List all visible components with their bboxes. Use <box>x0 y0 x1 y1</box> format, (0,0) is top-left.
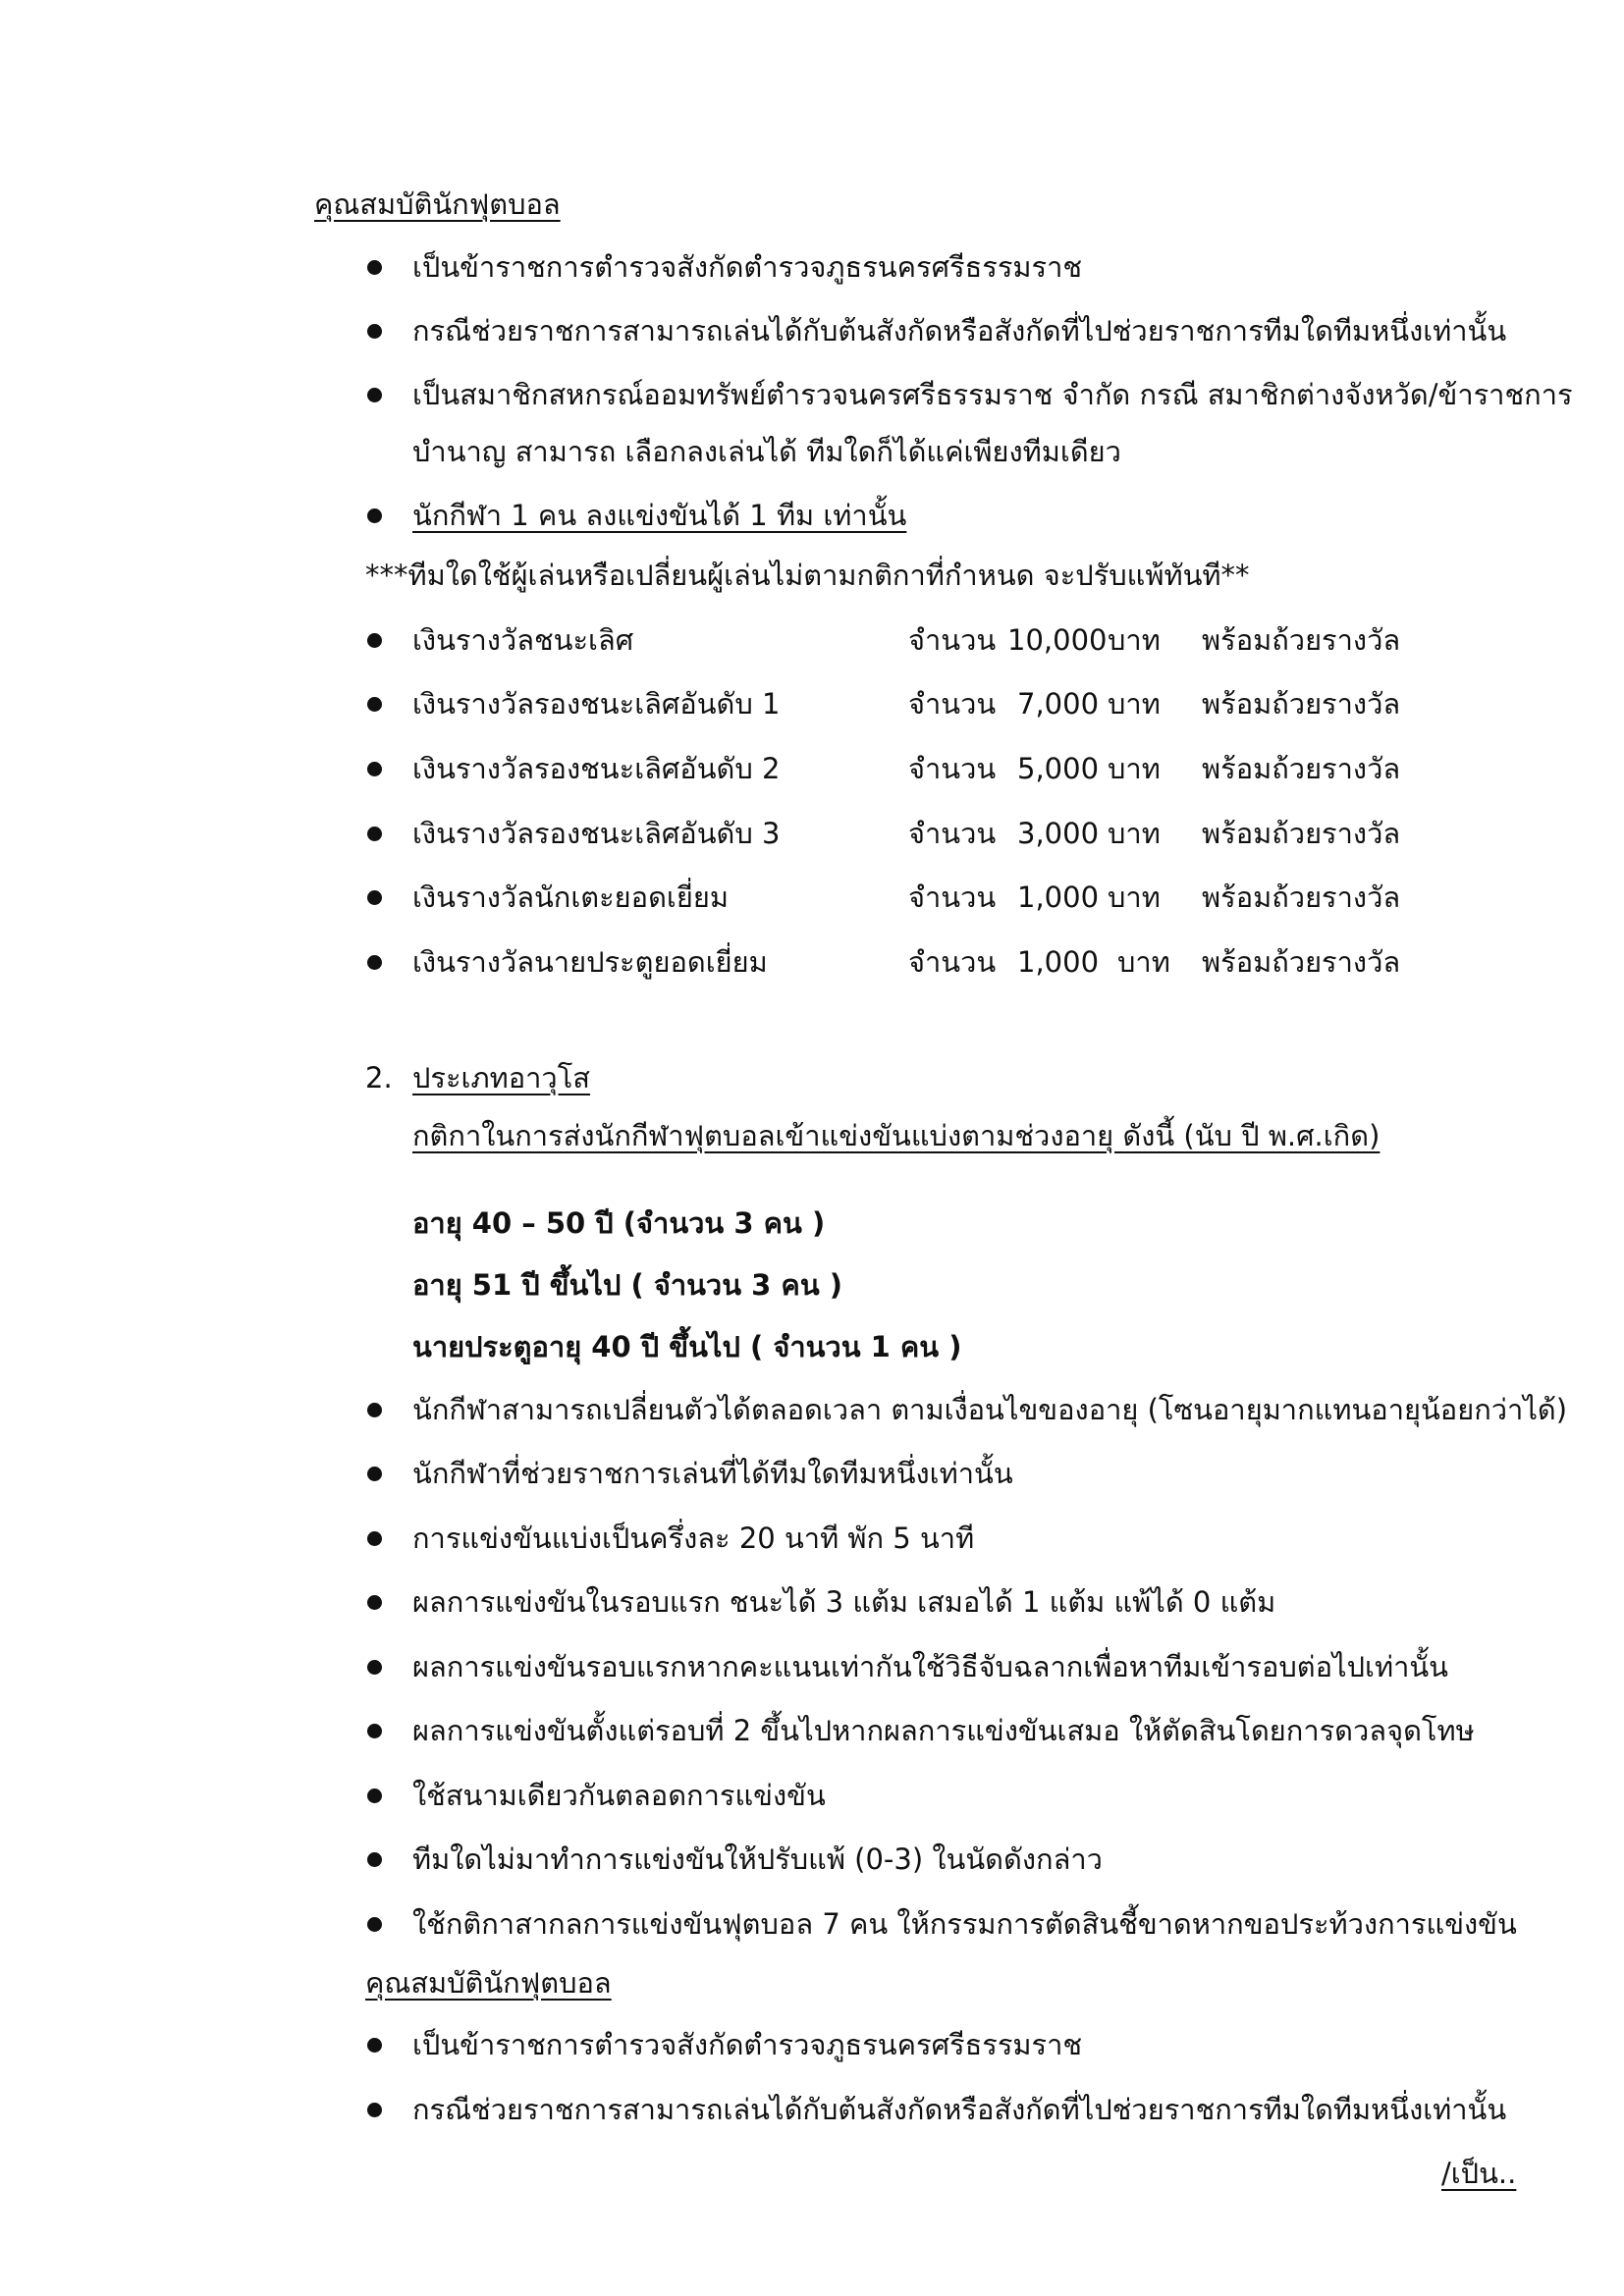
age-group: อายุ 40 – 50 ปี (จำนวน 3 คน ) <box>412 1206 826 1240</box>
bullet-icon <box>367 388 382 402</box>
page-continuation: /เป็น.. <box>1441 2157 1517 2190</box>
age-group: นายประตูอายุ 40 ปี ขึ้นไป ( จำนวน 1 คน ) <box>412 1330 962 1363</box>
prize-label: เงินรางวัลรองชนะเลิศอันดับ 3 <box>412 817 781 850</box>
prize-label: เงินรางวัลชนะเลิศ <box>412 623 634 657</box>
prize-extra: พร้อมถ้วยรางวัล <box>1202 687 1401 721</box>
bullet-icon <box>367 324 382 339</box>
bullet-icon <box>367 955 382 970</box>
bullet-icon <box>367 1660 382 1675</box>
rule-item: นักกีฬาสามารถเปลี่ยนตัวได้ตลอดเวลา ตามเงื่อนไขของอายุ (โซนอายุมากแทนอายุน้อยกว่าได้) <box>412 1393 1568 1426</box>
bullet-icon <box>367 1917 382 1932</box>
bullet-icon <box>367 890 382 905</box>
prize-unit: บาท <box>1108 881 1161 914</box>
bullet-icon <box>367 762 382 776</box>
prize-amount-label: จำนวน <box>908 881 997 914</box>
prize-label: เงินรางวัลนายประตูยอดเยี่ยม <box>412 945 768 979</box>
qualifications-heading: คุณสมบัตินักฟุตบอล <box>314 187 561 221</box>
qualification-item: เป็นข้าราชการตำรวจสังกัดตำรวจภูธรนครศรีธรรมราช <box>412 250 1083 284</box>
rule-item: ทีมใดไม่มาทำการแข่งขันให้ปรับแพ้ (0-3) ในนัดดังกล่าว <box>412 1842 1103 1876</box>
qualifications-heading-2: คุณสมบัตินักฟุตบอล <box>365 1966 612 2000</box>
prize-amount: 3,000 <box>1017 817 1100 850</box>
prize-amount-label: จำนวน <box>908 687 997 721</box>
prize-amount: 1,000 <box>1017 945 1100 979</box>
rule-heading: กติกาในการส่งนักกีฬาฟุตบอลเข้าแข่งขันแบ่งตามช่วงอายุ ดังนี้ (นับ ปี พ.ศ.เกิด) <box>412 1119 1380 1152</box>
bullet-icon <box>367 1403 382 1417</box>
prize-extra: พร้อมถ้วยรางวัล <box>1202 817 1401 850</box>
prize-amount-label: จำนวน <box>908 817 997 850</box>
bullet-icon <box>367 260 382 275</box>
bullet-icon <box>367 2038 382 2053</box>
section-title: ประเภทอาวุโส <box>412 1061 590 1095</box>
bullet-icon <box>367 697 382 712</box>
prize-unit: บาท <box>1108 623 1161 657</box>
bullet-icon <box>367 1595 382 1610</box>
qualification-item: เป็นข้าราชการตำรวจสังกัดตำรวจภูธรนครศรีธรรมราช <box>412 2028 1083 2061</box>
prize-amount: 7,000 <box>1017 687 1100 721</box>
bullet-icon <box>367 1789 382 1803</box>
rule-item: ใช้กติกาสากลการแข่งขันฟุตบอล 7 คน ให้กรรมการตัดสินชี้ขาดหากขอประท้วงการแข่งขัน <box>412 1907 1517 1941</box>
age-group: อายุ 51 ปี ขึ้นไป ( จำนวน 3 คน ) <box>412 1268 842 1302</box>
prize-extra: พร้อมถ้วยรางวัล <box>1202 752 1401 785</box>
rule-item: ผลการแข่งขันตั้งแต่รอบที่ 2 ขึ้นไปหากผลการแข่งขันเสมอ ให้ตัดสินโดยการดวลจุดโทษ <box>412 1714 1475 1747</box>
prize-label: เงินรางวัลนักเตะยอดเยี่ยม <box>412 881 729 914</box>
rule-item: การแข่งขันแบ่งเป็นครึ่งละ 20 นาที พัก 5 นาที <box>412 1522 975 1555</box>
prize-extra: พร้อมถ้วยรางวัล <box>1202 881 1401 914</box>
bullet-icon <box>367 1531 382 1546</box>
bullet-icon <box>367 1852 382 1867</box>
rule-item: ผลการแข่งขันรอบแรกหากคะแนนเท่ากันใช้วิธีจับฉลากเพื่อหาทีมเข้ารอบต่อไปเท่านั้น <box>412 1650 1449 1683</box>
prize-unit: บาท <box>1117 945 1170 979</box>
prize-unit: บาท <box>1108 687 1161 721</box>
rule-item: ใช้สนามเดียวกันตลอดการแข่งขัน <box>412 1779 826 1812</box>
prize-label: เงินรางวัลรองชนะเลิศอันดับ 2 <box>412 752 781 785</box>
bullet-icon <box>367 1467 382 1481</box>
qualification-item-continued: บำนาญ สามารถ เลือกลงเล่นได้ ทีมใดก็ได้แค่เพียงทีมเดียว <box>412 435 1121 468</box>
prize-amount: 10,000 <box>1007 623 1108 657</box>
bullet-icon <box>367 1724 382 1738</box>
prize-amount: 1,000 <box>1017 881 1100 914</box>
section-number: 2. <box>365 1061 393 1095</box>
prize-extra: พร้อมถ้วยรางวัล <box>1202 945 1401 979</box>
prize-extra: พร้อมถ้วยรางวัล <box>1202 623 1401 657</box>
prize-unit: บาท <box>1108 817 1161 850</box>
bullet-icon <box>367 827 382 841</box>
rule-item: ผลการแข่งขันในรอบแรก ชนะได้ 3 แต้ม เสมอได้ 1 แต้ม แพ้ได้ 0 แต้ม <box>412 1585 1276 1619</box>
prize-amount-label: จำนวน <box>908 623 997 657</box>
qualification-item: เป็นสมาชิกสหกรณ์ออมทรัพย์ตำรวจนครศรีธรรมราช จำกัด กรณี สมาชิกต่างจังหวัด/ข้าราชการ <box>412 378 1573 411</box>
prize-amount-label: จำนวน <box>908 945 997 979</box>
penalty-note: ***ทีมใดใช้ผู้เล่นหรือเปลี่ยนผู้เล่นไม่ตามกติกาที่กำหนด จะปรับแพ้ทันที** <box>365 559 1250 592</box>
prize-unit: บาท <box>1108 752 1161 785</box>
prize-label: เงินรางวัลรองชนะเลิศอันดับ 1 <box>412 687 781 721</box>
qualification-item: กรณีช่วยราชการสามารถเล่นได้กับต้นสังกัดหรือสังกัดที่ไปช่วยราชการทีมใดทีมหนึ่งเท่านั้น <box>412 2093 1507 2126</box>
qualification-item: กรณีช่วยราชการสามารถเล่นได้กับต้นสังกัดหรือสังกัดที่ไปช่วยราชการทีมใดทีมหนึ่งเท่านั้น <box>412 314 1507 347</box>
prize-amount-label: จำนวน <box>908 752 997 785</box>
rule-item: นักกีฬาที่ช่วยราชการเล่นที่ได้ทีมใดทีมหนึ่งเท่านั้น <box>412 1457 1013 1490</box>
prize-amount: 5,000 <box>1017 752 1100 785</box>
bullet-icon <box>367 633 382 648</box>
bullet-icon <box>367 508 382 523</box>
qualification-item: นักกีฬา 1 คน ลงแข่งขันได้ 1 ทีม เท่านั้น <box>412 499 907 532</box>
bullet-icon <box>367 2103 382 2117</box>
